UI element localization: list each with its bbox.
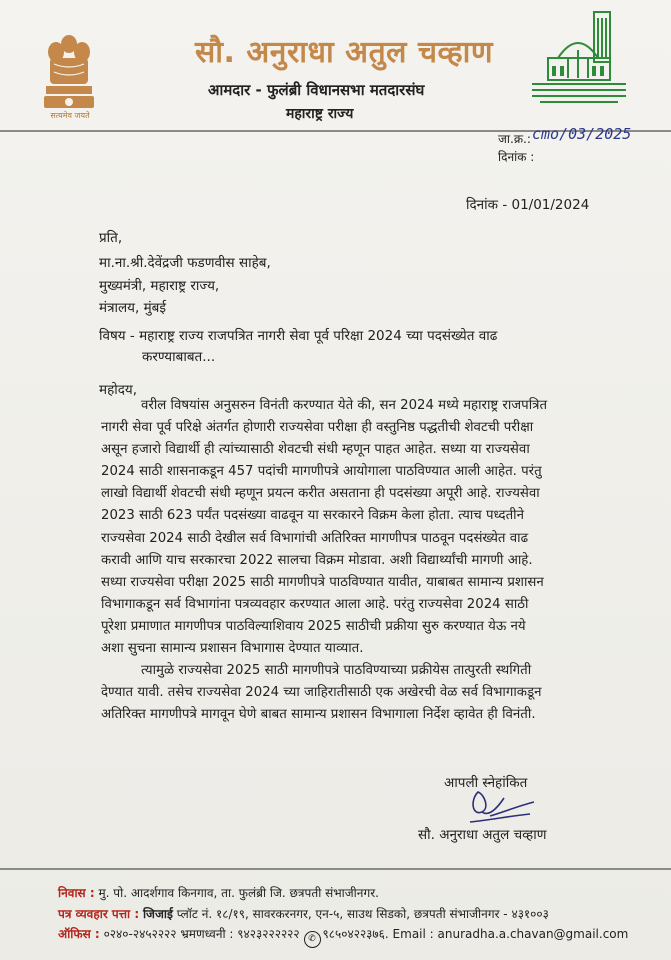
body-line: 2023 साठी 623 पर्यंत पदसंख्या वाढवून या सरकारने विक्रम केला होता. त्याच पध्दतीने (101, 508, 524, 524)
footer-residence (58, 884, 379, 901)
residence-label: निवास : (58, 886, 95, 900)
letter-subject (99, 326, 619, 368)
body-line: राज्यसेवा 2024 साठी देखील सर्व विभागांची अतिरिक्त मागणीपत्र पाठवून पदसंख्येत वाढ (101, 530, 529, 546)
body-line: करावी आणि याच सरकारचा 2022 सालचा विक्रम मोडावा. अशी विद्यार्थ्यांची मागणी आहे. (101, 552, 533, 568)
closing: आपली स्नेहांकित (444, 775, 528, 791)
letterhead-designation: आमदार - फुलंब्री विधानसभा मतदारसंघ (208, 81, 425, 99)
residence-address: मु. पो. आदर्शगाव किनगाव, ता. फुलंब्री जि. छत्रपती संभाजीनगर. (98, 886, 379, 900)
whatsapp-icon: ✆ (304, 931, 321, 948)
subject-line: करण्याबाबत... (142, 349, 216, 365)
office-phone: ०२४०-२४५२२२२ भ्रमणध्वनी : ९४२३२२२२२२ (103, 927, 300, 941)
body-line: त्यामुळे राज्यसेवा 2025 साठी मागणीपत्रे पाठविण्याच्या प्रक्रीयेस तात्पुरती स्थगिती (141, 663, 532, 679)
body-line: असून हजारो विद्यार्थी ही त्यांच्यासाठी शेवटची संधी म्हणून पाहत आहेत. सध्या या राज्यसेवा (101, 442, 530, 458)
correspondence-label: पत्र व्यवहार पत्ता : (58, 907, 140, 921)
letter-body (101, 395, 601, 726)
letter-date: दिनांक - 01/01/2024 (466, 197, 590, 213)
email-address[interactable]: anuradha.a.chavan@gmail.com (437, 927, 629, 941)
signatory-name: सौ. अनुराधा अतुल चव्हाण (418, 827, 547, 843)
body-line: अशा सुचना सामान्य प्रशासन विभागास देण्यात याव्यात. (101, 641, 364, 657)
recipient-line: प्रति, (99, 230, 123, 246)
correspondence-address: प्लॉट नं. १८/१९, सावरकरनगर, एन-५, साउथ सिडको, छत्रपती संभाजीनगर - ४३१००३ (176, 907, 549, 921)
office-label: ऑफिस : (58, 927, 100, 941)
body-line: नागरी सेवा पूर्व परिक्षे अंतर्गत होणारी राज्यसेवा परीक्षा ही वस्तुनिष्ठ पद्धतीची शेवटची परीक्षा (101, 420, 534, 436)
emblem-motto: सत्यमेव जयते (50, 111, 90, 120)
letterhead-state: महाराष्ट्र राज्य (286, 106, 354, 122)
correspondence-place: जिजाई (142, 907, 173, 921)
body-line: वरील विषयांस अनुसरुन विनंती करण्यात येते की, सन 2024 मध्ये महाराष्ट्र राजपत्रित (141, 398, 548, 413)
body-line: 2024 साठी शासनाकडून 457 पदांची मागणीपत्रे आयोगाला पाठविण्यात आली आहेत. परंतु (101, 464, 542, 480)
recipient-line: मा.ना.श्री.देवेंद्रजी फडणवीस साहेब, (99, 255, 271, 271)
ref-label: जा.क्र.: (498, 132, 531, 146)
ref-date-label: दिनांक : (498, 150, 535, 164)
footer-correspondence (58, 905, 549, 922)
footer-office (58, 925, 628, 948)
body-line: सध्या राज्यसेवा परीक्षा 2025 साठी मागणीपत्रे पाठविण्यात यावीत, याबाबत सामान्य प्रशासन (101, 574, 544, 590)
body-line: लाखो विद्यार्थी शेवटची संधी म्हणून प्रयत्न करीत असताना ही पदसंख्या अपूरी आहे. राज्यसेवा (101, 486, 540, 502)
body-line: देण्यात यावी. तसेच राज्यसेवा 2024 च्या जाहिरातीसाठी एक अखेरची वेळ सर्व विभागाकडून (101, 685, 542, 701)
whatsapp-number: ९८५०४२२३७६. (322, 927, 389, 941)
vidhan-bhavan-icon (528, 8, 630, 108)
ref-number: cmo/03/2025 (532, 125, 632, 143)
body-line: पूरेशा प्रमाणात मागणीपत्र पाठविल्याशिवाय 2025 साठीची प्रक्रीया सुरु करण्यात येऊ नये (101, 618, 526, 634)
body-line: विभागाकडून सर्व विभागांना पत्रव्यवहार करण्यात आला आहे. परंतु राज्यसेवा 2024 साठी (101, 596, 529, 612)
letterhead-name: सौ. अनुराधा अतुल चव्हाण (195, 35, 494, 70)
subject-line: विषय - महाराष्ट्र राज्य राजपत्रित नागरी सेवा पूर्व परिक्षा 2024 च्या पदसंख्येत वाढ (99, 328, 498, 344)
footer-divider (0, 868, 671, 870)
salutation: महोदय, (99, 382, 138, 398)
signature-icon (460, 786, 540, 828)
body-line: अतिरिक्त मागणीपत्रे मागवून घेणे बाबत सामान्य प्रशासन विभागाला निर्देश व्हावेत ही विनंती. (101, 707, 536, 723)
recipient-line: मंत्रालय, मुंबई (99, 300, 166, 316)
email-label: Email : (392, 927, 434, 941)
recipient-line: मुख्यमंत्री, महाराष्ट्र राज्य, (99, 278, 220, 294)
